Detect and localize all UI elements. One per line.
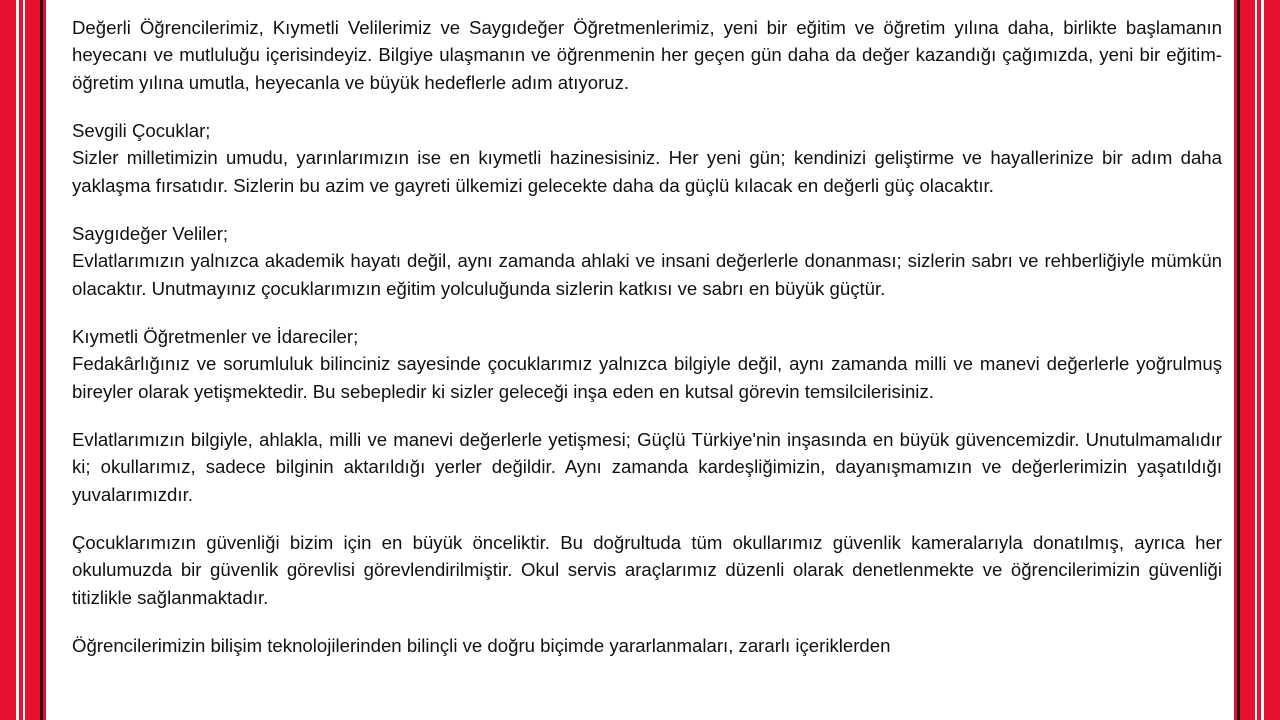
right-decorative-band [1234,0,1280,720]
right-band-stripe-2 [1255,0,1257,720]
paragraph-clipped [72,632,1222,659]
document-body [72,14,1222,720]
paragraph-text: Fedakârlığınız ve sorumluluk bilinciniz sayesinde çocuklarımız yalnızca bilgiyle değil, aynı zamanda milli ve manevi değerlerle yoğrulmuş bireyler olarak yetişmektedir. Bu sebepledir ki sizler geleceği inşa eden en kutsal görevin temsilcilerisiniz. [72,353,1222,402]
paragraph-security [72,529,1222,611]
paragraph-text: Sizler milletimizin umudu, yarınlarımızın ise en kıymetli hazinesisiniz. Her yeni gün; kendinizi geliştirme ve hayallerinize bir adım daha yaklaşma fırsatıdır. Sizlerin bu azim ve gayreti ülkemizi gelecekte daha da güçlü kılacak en değerli güç olacaktır. [72,147,1222,196]
paragraph-text: Çocuklarımızın güvenliği bizim için en büyük önceliktir. Bu doğrultuda tüm okullarımız güvenlik kameralarıyla donatılmış, ayrıca her okulumuzda bir güvenlik görevlisi görevlendirilmiştir. Okul servis araçlarımız düzenli olarak denetlenmekte ve öğrencilerimizin güvenliği titizlikle sağlanmaktadır. [72,531,1222,608]
salutation-children: Sevgili Çocuklar; [72,119,211,141]
right-band-stripe-1 [1261,0,1264,720]
paragraph-intro [72,14,1222,96]
paragraph-parents [72,220,1222,302]
salutation-teachers: Kıymetli Öğretmenler ve İdareciler; [72,325,359,347]
left-band-stripe-1 [16,0,19,720]
left-inner-rule [40,0,43,720]
left-band-stripe-2 [23,0,25,720]
paragraph-children [72,117,1222,199]
paragraph-teachers [72,323,1222,405]
paragraph-text: Evlatlarımızın yalnızca akademik hayatı değil, aynı zamanda ahlaki ve insani değerlerle donanması; sizlerin sabrı ve rehberliğiyle mümkün olacaktır. Unutmayınız çocuklarımızın eğitim yolculuğunda sizlerin katkısı ve sabrı en büyük güçtür. [72,250,1222,299]
paragraph-text: Değerli Öğrencilerimiz, Kıymetli Velilerimiz ve Saygıdeğer Öğretmenlerimiz, yeni bir eğitim ve öğretim yılına daha, birlikte başlamanın heyecanı ve mutluluğu içerisindeyiz. Bilgiye ulaşmanın ve öğrenmenin her geçen gün daha da değer kazandığı çağımızda, yeni bir eğitim-öğretim yılına umutla, heyecanla ve büyük hedeflerle adım atıyoruz. [72,17,1222,93]
paragraph-text: Öğrencilerimizin bilişim teknolojilerinden bilinçli ve doğru biçimde yararlanmaları, zararlı içeriklerden [72,634,891,656]
paragraph-text: Evlatlarımızın bilgiyle, ahlakla, milli ve manevi değerlerle yetişmesi; Güçlü Türkiye'nin inşasında en büyük güvencemizdir. Unutulmamalıdır ki; okullarımız, sadece bilginin aktarıldığı yerler değildir. Aynı zamanda kardeşliğimizin, dayanışmamızın ve değerlerimizin yaşatıldığı yuvalarımızdır. [72,428,1222,505]
paragraph-values [72,426,1222,508]
right-inner-rule [1237,0,1240,720]
salutation-parents: Saygıdeğer Veliler; [72,222,229,244]
